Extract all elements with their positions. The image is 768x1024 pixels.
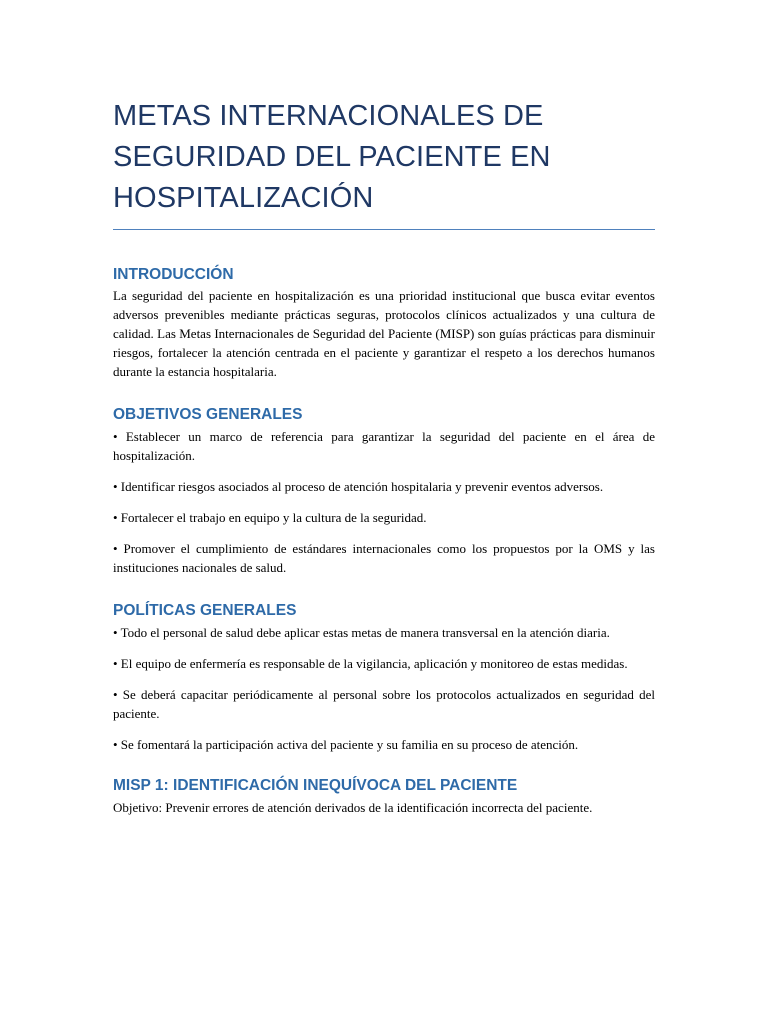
policy-item: • Se deberá capacitar periódicamente al personal sobre los protocolos actualizados en seguridad del paciente.	[113, 687, 655, 721]
title-underline-rule	[113, 229, 655, 230]
objective-item: • Establecer un marco de referencia para garantizar la seguridad del paciente en el área de hospitalización.	[113, 429, 655, 463]
heading-politicas-generales: POLÍTICAS GENERALES	[113, 602, 297, 619]
document-title: METAS INTERNACIONALES DE SEGURIDAD DEL PACIENTE EN HOSPITALIZACIÓN	[113, 100, 551, 214]
objective-item: • Promover el cumplimiento de estándares internacionales como los propuestos por la OMS y las instituciones nacionales de salud.	[113, 541, 655, 575]
objective-item: • Fortalecer el trabajo en equipo y la cultura de la seguridad.	[113, 510, 427, 525]
document-page	[113, 96, 655, 817]
heading-introduccion: INTRODUCCIÓN	[113, 266, 234, 283]
policy-item: • Se fomentará la participación activa del paciente y su familia en su proceso de atención.	[113, 737, 579, 752]
heading-objetivos-generales: OBJETIVOS GENERALES	[113, 406, 303, 423]
policy-item: • El equipo de enfermería es responsable de la vigilancia, aplicación y monitoreo de estas medidas.	[113, 656, 628, 671]
intro-paragraph: La seguridad del paciente en hospitalización es una prioridad institucional que busca evitar eventos adversos prevenibles mediante prácticas seguras, protocolos clínicos actualizados y una cultura de calidad. Las Metas Internacionales de Seguridad del Paciente (MISP) son guías prácticas para disminuir riesgos, fortalecer la atención centrada en el paciente y garantizar el respeto a los derechos humanos durante la estancia hospitalaria.	[113, 288, 655, 379]
heading-misp-1: MISP 1: IDENTIFICACIÓN INEQUÍVOCA DEL PACIENTE	[113, 777, 518, 794]
misp1-objective-paragraph: Objetivo: Prevenir errores de atención derivados de la identificación incorrecta del paciente.	[113, 800, 593, 815]
objective-item: • Identificar riesgos asociados al proceso de atención hospitalaria y prevenir eventos adversos.	[113, 479, 604, 494]
policy-item: • Todo el personal de salud debe aplicar estas metas de manera transversal en la atención diaria.	[113, 625, 610, 640]
